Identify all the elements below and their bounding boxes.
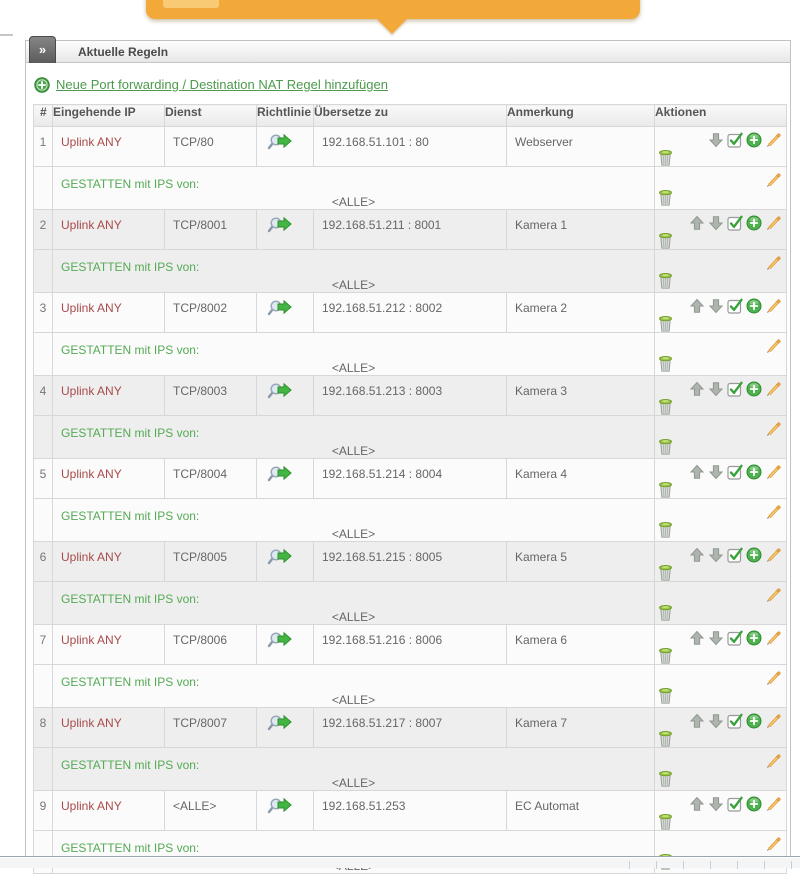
port-forward-icon	[257, 210, 293, 235]
bottom-scrollbar[interactable]	[0, 856, 800, 868]
delete-trash-icon[interactable]	[658, 315, 673, 332]
delete-trash-icon[interactable]	[658, 687, 673, 704]
move-up-icon[interactable]	[689, 796, 705, 812]
allow-value: <ALLE>	[53, 440, 654, 458]
port-forward-icon	[257, 459, 293, 484]
callout-button[interactable]	[163, 0, 219, 8]
active-checkbox-icon[interactable]	[727, 464, 743, 480]
edit-pencil-icon[interactable]	[765, 421, 781, 437]
allow-ips-row	[34, 665, 787, 708]
column-header-service: Dienst	[165, 105, 257, 127]
delete-trash-icon[interactable]	[658, 647, 673, 664]
delete-trash-icon[interactable]	[658, 521, 673, 538]
rule-row	[34, 708, 787, 748]
column-header-incoming-ip: Eingehende IP	[53, 105, 165, 127]
allow-value: <ALLE>	[53, 523, 654, 541]
rule-row	[34, 210, 787, 250]
move-up-icon[interactable]	[689, 713, 705, 729]
incoming-ip: Uplink ANY	[53, 210, 164, 232]
column-header-translate-to: Übersetze zu	[314, 105, 507, 127]
move-down-icon[interactable]	[708, 132, 724, 148]
panel-title: Aktuelle Regeln	[78, 41, 168, 63]
rule-number: 3	[34, 293, 52, 315]
translate-to: 192.168.51.216 : 8006	[314, 625, 506, 647]
allow-ips-row	[34, 167, 787, 210]
allow-label: GESTATTEN mit IPS von:	[53, 748, 654, 772]
rule-row	[34, 791, 787, 831]
add-icon[interactable]	[746, 796, 762, 812]
move-up-icon[interactable]	[689, 298, 705, 314]
incoming-ip: Uplink ANY	[53, 459, 164, 481]
add-icon[interactable]	[746, 132, 762, 148]
move-up-icon[interactable]	[689, 464, 705, 480]
allow-ips-row	[34, 333, 787, 376]
allow-label: GESTATTEN mit IPS von:	[53, 250, 654, 274]
add-icon[interactable]	[746, 547, 762, 563]
active-checkbox-icon[interactable]	[727, 547, 743, 563]
delete-trash-icon[interactable]	[658, 813, 673, 830]
rule-row	[34, 293, 787, 333]
allow-ips-row	[34, 582, 787, 625]
delete-trash-icon[interactable]	[658, 604, 673, 621]
edit-pencil-icon[interactable]	[765, 298, 781, 314]
allow-ips-row	[34, 499, 787, 542]
translate-to: 192.168.51.215 : 8005	[314, 542, 506, 564]
add-icon[interactable]	[746, 381, 762, 397]
callout-tail	[377, 19, 407, 34]
edit-pencil-icon[interactable]	[765, 255, 781, 271]
rule-row	[34, 376, 787, 416]
allow-value: <ALLE>	[53, 357, 654, 375]
note: Kamera 4	[507, 459, 654, 481]
move-down-icon[interactable]	[708, 298, 724, 314]
translate-to: 192.168.51.211 : 8001	[314, 210, 506, 232]
port-forward-icon	[257, 127, 293, 152]
delete-trash-icon[interactable]	[658, 564, 673, 581]
active-checkbox-icon[interactable]	[727, 132, 743, 148]
delete-trash-icon[interactable]	[658, 272, 673, 289]
delete-trash-icon[interactable]	[658, 189, 673, 206]
edit-pencil-icon[interactable]	[765, 587, 781, 603]
add-icon[interactable]	[746, 298, 762, 314]
incoming-ip: Uplink ANY	[53, 542, 164, 564]
rules-table-header	[34, 105, 787, 127]
delete-trash-icon[interactable]	[658, 770, 673, 787]
active-checkbox-icon[interactable]	[727, 713, 743, 729]
add-icon[interactable]	[746, 630, 762, 646]
note: Kamera 7	[507, 708, 654, 730]
allow-value: <ALLE>	[53, 191, 654, 209]
allow-label: GESTATTEN mit IPS von:	[53, 582, 654, 606]
move-down-icon[interactable]	[708, 630, 724, 646]
column-header-note: Anmerkung	[507, 105, 655, 127]
edit-pencil-icon[interactable]	[765, 172, 781, 188]
allow-value: <ALLE>	[53, 606, 654, 624]
service: TCP/8005	[165, 542, 256, 564]
allow-value: <ALLE>	[53, 772, 654, 790]
rule-number: 2	[34, 210, 52, 232]
edit-pencil-icon[interactable]	[765, 547, 781, 563]
move-up-icon[interactable]	[689, 381, 705, 397]
service: TCP/8007	[165, 708, 256, 730]
service: TCP/8004	[165, 459, 256, 481]
edit-pencil-icon[interactable]	[765, 381, 781, 397]
incoming-ip: Uplink ANY	[53, 791, 164, 813]
edit-pencil-icon[interactable]	[765, 753, 781, 769]
translate-to: 192.168.51.213 : 8003	[314, 376, 506, 398]
note: Kamera 3	[507, 376, 654, 398]
edit-pencil-icon[interactable]	[765, 338, 781, 354]
allow-label: GESTATTEN mit IPS von:	[53, 416, 654, 440]
note: Kamera 6	[507, 625, 654, 647]
column-header-num: #	[34, 105, 53, 127]
move-up-icon[interactable]	[689, 215, 705, 231]
active-checkbox-icon[interactable]	[727, 796, 743, 812]
rule-number: 8	[34, 708, 52, 730]
service: TCP/80	[165, 127, 256, 149]
rules-table	[33, 104, 787, 874]
rule-row	[34, 459, 787, 499]
allow-ips-row	[34, 250, 787, 293]
add-rule-link-row	[34, 76, 790, 93]
move-down-icon[interactable]	[708, 381, 724, 397]
plus-circle-icon[interactable]	[34, 77, 50, 93]
allow-label: GESTATTEN mit IPS von:	[53, 831, 654, 855]
delete-trash-icon[interactable]	[658, 398, 673, 415]
delete-trash-icon[interactable]	[658, 730, 673, 747]
note: Kamera 1	[507, 210, 654, 232]
move-down-icon[interactable]	[708, 464, 724, 480]
translate-to: 192.168.51.253	[314, 791, 506, 813]
edit-pencil-icon[interactable]	[765, 630, 781, 646]
rule-number: 7	[34, 625, 52, 647]
port-forward-icon	[257, 791, 293, 816]
delete-trash-icon[interactable]	[658, 232, 673, 249]
service: <ALLE>	[165, 791, 256, 813]
service: TCP/8002	[165, 293, 256, 315]
active-checkbox-icon[interactable]	[727, 381, 743, 397]
port-forward-icon	[257, 625, 293, 650]
column-header-policy: Richtlinie	[257, 105, 314, 127]
allow-label: GESTATTEN mit IPS von:	[53, 499, 654, 523]
delete-trash-icon[interactable]	[658, 438, 673, 455]
port-forward-icon	[257, 376, 293, 401]
delete-trash-icon[interactable]	[658, 481, 673, 498]
service: TCP/8006	[165, 625, 256, 647]
note: EC Automat	[507, 791, 654, 813]
rule-number: 5	[34, 459, 52, 481]
rule-row	[34, 542, 787, 582]
allow-ips-row	[34, 416, 787, 459]
edit-pencil-icon[interactable]	[765, 836, 781, 852]
translate-to: 192.168.51.212 : 8002	[314, 293, 506, 315]
port-forward-icon	[257, 293, 293, 318]
incoming-ip: Uplink ANY	[53, 293, 164, 315]
incoming-ip: Uplink ANY	[53, 127, 164, 149]
service: TCP/8003	[165, 376, 256, 398]
edit-pencil-icon[interactable]	[765, 464, 781, 480]
bottom-bar-ticks	[603, 861, 798, 869]
translate-to: 192.168.51.217 : 8007	[314, 708, 506, 730]
active-checkbox-icon[interactable]	[727, 298, 743, 314]
callout-bubble	[146, 0, 640, 19]
rule-number: 6	[34, 542, 52, 564]
edit-pencil-icon[interactable]	[765, 796, 781, 812]
add-icon[interactable]	[746, 713, 762, 729]
panel-header	[26, 41, 790, 63]
move-down-icon[interactable]	[708, 215, 724, 231]
active-checkbox-icon[interactable]	[727, 630, 743, 646]
allow-label: GESTATTEN mit IPS von:	[53, 167, 654, 191]
allow-label: GESTATTEN mit IPS von:	[53, 333, 654, 357]
rule-number: 1	[34, 127, 52, 149]
allow-value: <ALLE>	[53, 274, 654, 292]
incoming-ip: Uplink ANY	[53, 376, 164, 398]
column-header-actions: Aktionen	[655, 105, 787, 127]
move-down-icon[interactable]	[708, 713, 724, 729]
add-icon[interactable]	[746, 215, 762, 231]
edit-pencil-icon[interactable]	[765, 215, 781, 231]
aktuelle-regeln-panel	[25, 40, 791, 857]
add-rule-link[interactable]: Neue Port forwarding / Destination NAT Regel hinzufügen	[56, 77, 388, 92]
incoming-ip: Uplink ANY	[53, 625, 164, 647]
delete-trash-icon[interactable]	[658, 355, 673, 372]
active-checkbox-icon[interactable]	[727, 215, 743, 231]
rule-number: 4	[34, 376, 52, 398]
port-forward-icon	[257, 542, 293, 567]
incoming-ip: Uplink ANY	[53, 708, 164, 730]
port-forward-icon	[257, 708, 293, 733]
edit-pencil-icon[interactable]	[765, 713, 781, 729]
note: Webserver	[507, 127, 654, 149]
translate-to: 192.168.51.101 : 80	[314, 127, 506, 149]
note: Kamera 5	[507, 542, 654, 564]
edit-pencil-icon[interactable]	[765, 670, 781, 686]
move-up-icon[interactable]	[689, 547, 705, 563]
allow-value: <ALLE>	[53, 689, 654, 707]
delete-trash-icon[interactable]	[658, 149, 673, 166]
note: Kamera 2	[507, 293, 654, 315]
rules-table-body	[34, 127, 787, 874]
allow-ips-row	[34, 748, 787, 791]
rule-number: 9	[34, 791, 52, 813]
background-line	[0, 34, 13, 36]
move-down-icon[interactable]	[708, 796, 724, 812]
translate-to: 192.168.51.214 : 8004	[314, 459, 506, 481]
edit-pencil-icon[interactable]	[765, 504, 781, 520]
move-up-icon[interactable]	[689, 630, 705, 646]
move-down-icon[interactable]	[708, 547, 724, 563]
rule-row	[34, 127, 787, 167]
add-icon[interactable]	[746, 464, 762, 480]
collapse-panel-button[interactable]: »	[29, 36, 56, 63]
service: TCP/8001	[165, 210, 256, 232]
edit-pencil-icon[interactable]	[765, 132, 781, 148]
allow-label: GESTATTEN mit IPS von:	[53, 665, 654, 689]
rule-row	[34, 625, 787, 665]
